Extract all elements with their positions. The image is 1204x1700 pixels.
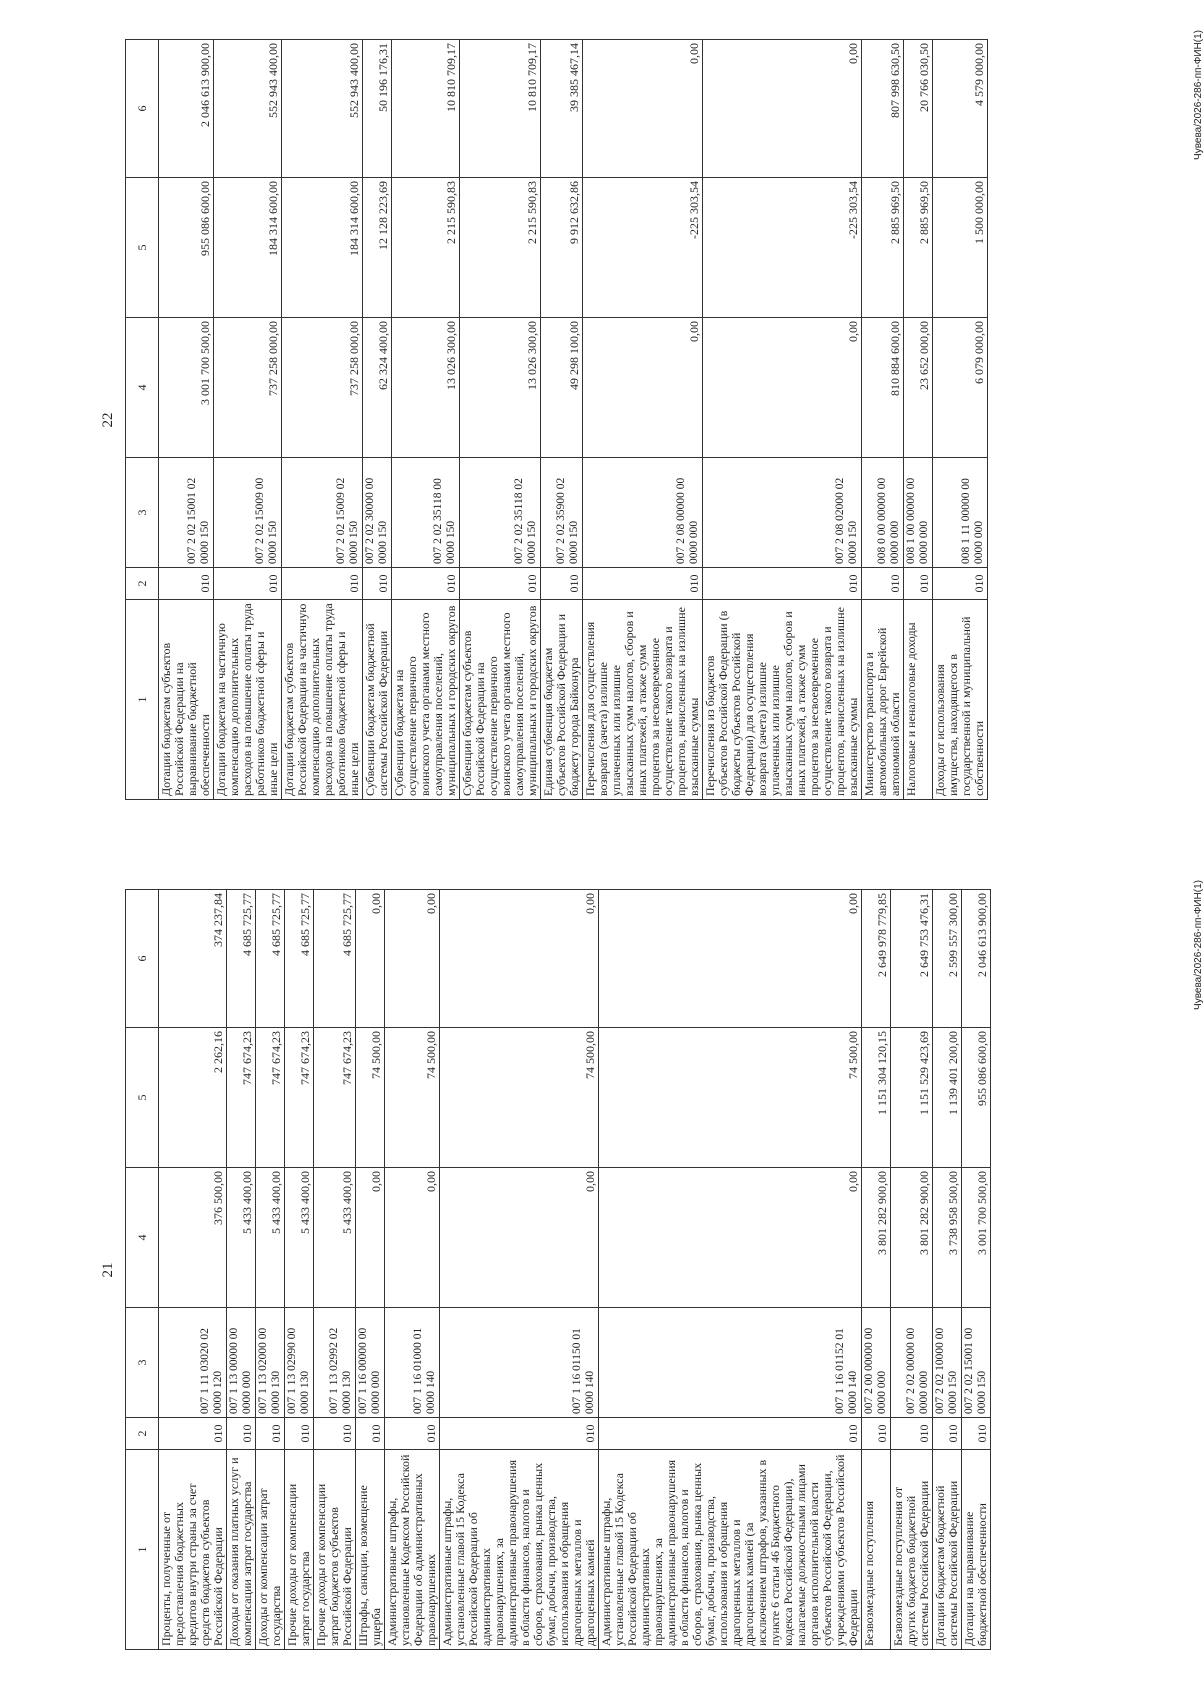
- row-code2-cell: 010: [214, 568, 282, 600]
- remaining-amount-cell: 4 579 000,00: [933, 40, 988, 178]
- executed-amount-cell: 184 314 600,00: [214, 178, 282, 318]
- remaining-amount-cell: 0,00: [356, 890, 385, 1028]
- table-row: [385, 890, 440, 1650]
- row-code2-cell: 010: [891, 1418, 933, 1450]
- approved-amount-cell: 13 026 300,00: [392, 318, 460, 458]
- approved-amount-cell: 62 324 400,00: [363, 318, 392, 458]
- budget-code-cell: 007 1 13 02992 02 0000 130: [314, 1308, 356, 1418]
- remaining-amount-cell: 20 766 030,50: [904, 40, 933, 178]
- row-name-cell: Субвенции бюджетам субъектов Российской Федерации на осуществление первичного воинского учета органами местного самоуправления поселений, муниципальных и городских округов: [460, 600, 541, 800]
- column-header: 2: [126, 568, 159, 600]
- row-code2-cell: 010: [314, 1418, 356, 1450]
- remaining-amount-cell: 4 685 725,77: [227, 890, 256, 1028]
- row-name-cell: Проценты, полученные от предоставления бюджетных кредитов внутри страны за счет средств бюджетов субъектов Российской Федерации: [159, 1450, 227, 1650]
- budget-code-cell: 008 1 11 00000 00 0000 000: [933, 458, 988, 568]
- executed-amount-cell: 747 674,23: [314, 1028, 356, 1168]
- approved-amount-cell: 5 433 400,00: [227, 1168, 256, 1308]
- approved-amount-cell: 3 001 700 500,00: [962, 1168, 991, 1308]
- column-header: 6: [126, 890, 159, 1028]
- executed-amount-cell: 1 151 529 423,69: [891, 1028, 933, 1168]
- column-header: 3: [126, 1308, 159, 1418]
- row-code2-cell: 010: [159, 1418, 227, 1450]
- remaining-amount-cell: 0,00: [703, 40, 862, 178]
- row-name-cell: Безвозмездные поступления: [862, 1450, 891, 1650]
- table-row: [363, 40, 392, 800]
- budget-code-cell: 007 2 02 10000 00 0000 150: [933, 1308, 962, 1418]
- remaining-amount-cell: 552 943 400,00: [214, 40, 282, 178]
- remaining-amount-cell: 2 599 557 300,00: [933, 890, 962, 1028]
- row-code2-cell: 010: [159, 568, 214, 600]
- budget-code-cell: 007 1 16 01152 01 0000 140: [599, 1308, 862, 1418]
- revenue-table: [125, 889, 991, 1650]
- row-code2-cell: 010: [282, 568, 363, 600]
- table-row: [933, 40, 988, 800]
- table-row: [356, 890, 385, 1650]
- row-code2-cell: 010: [599, 1418, 862, 1450]
- budget-code-cell: 007 2 02 35118 02 0000 150: [460, 458, 541, 568]
- budget-code-cell: 007 2 02 15009 00 0000 150: [214, 458, 282, 568]
- executed-amount-cell: 2 262,16: [159, 1028, 227, 1168]
- row-name-cell: Доходы от использования имущества, находящегося в государственной и муниципальной собственности: [933, 600, 988, 800]
- approved-amount-cell: 0,00: [356, 1168, 385, 1308]
- approved-amount-cell: 3 738 958 500,00: [933, 1168, 962, 1308]
- approved-amount-cell: 49 298 100,00: [541, 318, 583, 458]
- remaining-amount-cell: 2 649 978 779,85: [862, 890, 891, 1028]
- row-code2-cell: 010: [460, 568, 541, 600]
- page-number: 21: [100, 1262, 116, 1278]
- executed-amount-cell: 955 086 600,00: [962, 1028, 991, 1168]
- executed-amount-cell: -225 303,54: [703, 178, 862, 318]
- row-name-cell: Административные штрафы, установленные главой 15 Кодекса Российской Федерации об административных правонарушениях, за административные правонарушения в области финансов, налогов и сборов, страхования, рынка ценных бумаг, добычи, производства, использования и обращения драгоценных металлов и драгоценных камней: [440, 1450, 599, 1650]
- budget-code-cell: 007 2 02 15001 00 0000 150: [962, 1308, 991, 1418]
- executed-amount-cell: 2 215 590,83: [460, 178, 541, 318]
- row-code2-cell: 010: [392, 568, 460, 600]
- remaining-amount-cell: 39 385 467,14: [541, 40, 583, 178]
- remaining-amount-cell: 0,00: [583, 40, 703, 178]
- row-code2-cell: 010: [285, 1418, 314, 1450]
- row-code2-cell: 010: [385, 1418, 440, 1450]
- row-name-cell: Субвенции бюджетам на осуществление первичного воинского учета органами местного самоуправления поселений, муниципальных и городских округов: [392, 600, 460, 800]
- executed-amount-cell: 12 128 223,69: [363, 178, 392, 318]
- table-row: [227, 890, 256, 1650]
- approved-amount-cell: 0,00: [703, 318, 862, 458]
- remaining-amount-cell: 552 943 400,00: [282, 40, 363, 178]
- approved-amount-cell: 376 500,00: [159, 1168, 227, 1308]
- approved-amount-cell: 13 026 300,00: [460, 318, 541, 458]
- budget-code-cell: 008 0 00 00000 00 0000 000: [862, 458, 904, 568]
- remaining-amount-cell: 0,00: [440, 890, 599, 1028]
- table-row: [256, 890, 285, 1650]
- executed-amount-cell: 1 151 304 120,15: [862, 1028, 891, 1168]
- approved-amount-cell: 5 433 400,00: [256, 1168, 285, 1308]
- row-name-cell: Перечисления из бюджетов субъектов Российской Федерации (в бюджеты субъектов Российской Федерации) для осуществления возврата (зачета) излишне уплаченных или излишне взысканных сумм налогов, сборов и иных платежей, а также сумм процентов за несвоевременное осуществление такого возврата и процентов, начисленных на излишне взысканные суммы: [703, 600, 862, 800]
- row-name-cell: Штрафы, санкции, возмещение ущерба: [356, 1450, 385, 1650]
- column-header: 6: [126, 40, 159, 178]
- executed-amount-cell: 2 885 969,50: [862, 178, 904, 318]
- approved-amount-cell: 23 652 000,00: [904, 318, 933, 458]
- column-header: 2: [126, 1418, 159, 1450]
- page-number: 22: [100, 412, 116, 428]
- table-row: [314, 890, 356, 1650]
- approved-amount-cell: 3 801 282 900,00: [862, 1168, 891, 1308]
- budget-code-cell: 007 1 13 00000 00 0000 000: [227, 1308, 256, 1418]
- row-name-cell: Дотации бюджетам субъектов Российской Федерации на частичную компенсацию дополнительных расходов на повышение оплаты труда работников бюджетной сферы и иные цели: [282, 600, 363, 800]
- approved-amount-cell: 737 258 000,00: [214, 318, 282, 458]
- budget-code-cell: 007 1 16 01000 01 0000 140: [385, 1308, 440, 1418]
- row-name-cell: Административные штрафы, установленные Кодексом Российской Федерации об административных правонарушениях: [385, 1450, 440, 1650]
- row-name-cell: Налоговые и неналоговые доходы: [904, 600, 933, 800]
- executed-amount-cell: 9 912 632,86: [541, 178, 583, 318]
- column-header: 3: [126, 458, 159, 568]
- row-code2-cell: 010: [862, 568, 904, 600]
- table-row: [541, 40, 583, 800]
- column-header: 1: [126, 600, 159, 800]
- row-name-cell: Административные штрафы, установленные главой 15 Кодекса Российской Федерации об административных правонарушениях, за административные правонарушения в области финансов, налогов и сборов, страхования, рынка ценных бумаг, добычи, производства, использования и обращения драгоценных металлов и драгоценных камней (за исключением штрафов, указанных в пункте 6 статьи 46 Бюджетного кодекса Российской Федерации), налагаемые должностными лицами органов исполнительной власти субъектов Российской Федерации, учреждениями субъектов Российской Федерации: [599, 1450, 862, 1650]
- remaining-amount-cell: 2 046 613 900,00: [159, 40, 214, 178]
- table-row: [962, 890, 991, 1650]
- row-code2-cell: 010: [962, 1418, 991, 1450]
- executed-amount-cell: 955 086 600,00: [159, 178, 214, 318]
- remaining-amount-cell: 2 649 753 476,31: [891, 890, 933, 1028]
- table-row: [583, 40, 703, 800]
- approved-amount-cell: 0,00: [385, 1168, 440, 1308]
- row-name-cell: Доходы от компенсации затрат государства: [256, 1450, 285, 1650]
- budget-code-cell: 007 2 02 15001 02 0000 150: [159, 458, 214, 568]
- document-footer: Чувева/2026-286-пп-ФИН(1): [1193, 880, 1204, 1010]
- row-code2-cell: 010: [227, 1418, 256, 1450]
- row-code2-cell: 010: [440, 1418, 599, 1450]
- remaining-amount-cell: 50 196 176,31: [363, 40, 392, 178]
- table-row: [933, 890, 962, 1650]
- row-code2-cell: 010: [933, 1418, 962, 1450]
- budget-code-cell: 007 2 02 00000 00 0000 000: [891, 1308, 933, 1418]
- approved-amount-cell: 810 884 600,00: [862, 318, 904, 458]
- remaining-amount-cell: 10 810 709,17: [460, 40, 541, 178]
- approved-amount-cell: 0,00: [440, 1168, 599, 1308]
- executed-amount-cell: 74 500,00: [385, 1028, 440, 1168]
- budget-code-cell: 007 2 08 00000 00 0000 000: [583, 458, 703, 568]
- executed-amount-cell: 747 674,23: [227, 1028, 256, 1168]
- budget-code-cell: 007 1 16 00000 00 0000 000: [356, 1308, 385, 1418]
- row-code2-cell: 010: [933, 568, 988, 600]
- remaining-amount-cell: 4 685 725,77: [285, 890, 314, 1028]
- executed-amount-cell: 74 500,00: [440, 1028, 599, 1168]
- executed-amount-cell: 184 314 600,00: [282, 178, 363, 318]
- row-name-cell: Прочие доходы от компенсации затрат бюджетов субъектов Российской Федерации: [314, 1450, 356, 1650]
- row-name-cell: Безвозмездные поступления от других бюджетов бюджетной системы Российской Федерации: [891, 1450, 933, 1650]
- budget-code-cell: 008 1 00 00000 00 0000 000: [904, 458, 933, 568]
- executed-amount-cell: 74 500,00: [599, 1028, 862, 1168]
- executed-amount-cell: 2 215 590,83: [392, 178, 460, 318]
- row-name-cell: Дотации на выравнивание бюджетной обеспеченности: [962, 1450, 991, 1650]
- executed-amount-cell: 1 500 000,00: [933, 178, 988, 318]
- column-header: 4: [126, 1168, 159, 1308]
- approved-amount-cell: 3 801 282 900,00: [891, 1168, 933, 1308]
- table-row: [862, 890, 891, 1650]
- row-code2-cell: 010: [862, 1418, 891, 1450]
- executed-amount-cell: 1 139 401 200,00: [933, 1028, 962, 1168]
- executed-amount-cell: 74 500,00: [356, 1028, 385, 1168]
- budget-code-cell: 007 2 00 00000 00 0000 000: [862, 1308, 891, 1418]
- budget-code-cell: 007 2 02 35118 00 0000 150: [392, 458, 460, 568]
- page-21: [0, 850, 1204, 1700]
- approved-amount-cell: 5 433 400,00: [285, 1168, 314, 1308]
- table-row: [460, 40, 541, 800]
- remaining-amount-cell: 4 685 725,77: [256, 890, 285, 1028]
- approved-amount-cell: 0,00: [599, 1168, 862, 1308]
- table-row: [285, 890, 314, 1650]
- remaining-amount-cell: 374 237,84: [159, 890, 227, 1028]
- budget-code-cell: 007 2 02 35900 02 0000 150: [541, 458, 583, 568]
- row-name-cell: Дотации бюджетам субъектов Российской Федерации на выравнивание бюджетной обеспеченности: [159, 600, 214, 800]
- budget-code-cell: 007 1 13 02990 00 0000 130: [285, 1308, 314, 1418]
- table-row: [862, 40, 904, 800]
- remaining-amount-cell: 0,00: [599, 890, 862, 1028]
- table-row: [599, 890, 862, 1650]
- approved-amount-cell: 3 001 700 500,00: [159, 318, 214, 458]
- row-code2-cell: 010: [541, 568, 583, 600]
- table-row: [703, 40, 862, 800]
- row-name-cell: Субвенции бюджетам бюджетной системы Российской Федерации: [363, 600, 392, 800]
- budget-code-cell: 007 1 16 01150 01 0000 140: [440, 1308, 599, 1418]
- table-row: [159, 890, 227, 1650]
- approved-amount-cell: 6 079 000,00: [933, 318, 988, 458]
- row-code2-cell: 010: [256, 1418, 285, 1450]
- table-row: [904, 40, 933, 800]
- revenue-table: [125, 39, 988, 800]
- row-name-cell: Дотации бюджетам на частичную компенсацию дополнительных расходов на повышение оплаты труда работников бюджетной сферы и иные цели: [214, 600, 282, 800]
- row-code2-cell: 010: [356, 1418, 385, 1450]
- remaining-amount-cell: 10 810 709,17: [392, 40, 460, 178]
- column-header: 5: [126, 1028, 159, 1168]
- row-code2-cell: 010: [583, 568, 703, 600]
- table-row: [440, 890, 599, 1650]
- row-name-cell: Доходы от оказания платных услуг и компенсации затрат государства: [227, 1450, 256, 1650]
- column-header: 4: [126, 318, 159, 458]
- approved-amount-cell: 5 433 400,00: [314, 1168, 356, 1308]
- table-row: [214, 40, 282, 800]
- row-name-cell: Прочие доходы от компенсации затрат государства: [285, 1450, 314, 1650]
- approved-amount-cell: 737 258 000,00: [282, 318, 363, 458]
- budget-code-cell: 007 2 08 02000 02 0000 150: [703, 458, 862, 568]
- executed-amount-cell: 2 885 969,50: [904, 178, 933, 318]
- table-row: [891, 890, 933, 1650]
- row-name-cell: Перечисления для осуществления возврата (зачета) излишне уплаченных или излишне взысканных сумм налогов, сборов и иных платежей, а также сумм процентов за несвоевременное осуществление такого возврата и процентов, начисленных на излишне взысканные суммы: [583, 600, 703, 800]
- row-code2-cell: 010: [363, 568, 392, 600]
- budget-code-cell: 007 1 11 03020 02 0000 120: [159, 1308, 227, 1418]
- table-row: [159, 40, 214, 800]
- remaining-amount-cell: 2 046 613 900,00: [962, 890, 991, 1028]
- executed-amount-cell: 747 674,23: [285, 1028, 314, 1168]
- row-name-cell: Единая субвенция бюджетам субъектов Российской Федерации и бюджету города Байконура: [541, 600, 583, 800]
- remaining-amount-cell: 0,00: [385, 890, 440, 1028]
- row-code2-cell: 010: [904, 568, 933, 600]
- row-name-cell: Министерство транспорта и автомобильных дорог Еврейской автономной области: [862, 600, 904, 800]
- row-code2-cell: 010: [703, 568, 862, 600]
- executed-amount-cell: 747 674,23: [256, 1028, 285, 1168]
- remaining-amount-cell: 807 998 630,50: [862, 40, 904, 178]
- row-name-cell: Дотации бюджетам бюджетной системы Российской Федерации: [933, 1450, 962, 1650]
- approved-amount-cell: 0,00: [583, 318, 703, 458]
- column-header: 5: [126, 178, 159, 318]
- remaining-amount-cell: 4 685 725,77: [314, 890, 356, 1028]
- document-footer: Чувева/2026-286-пп-ФИН(1): [1193, 30, 1204, 160]
- budget-code-cell: 007 2 02 15009 02 0000 150: [282, 458, 363, 568]
- table-row: [392, 40, 460, 800]
- table-row: [282, 40, 363, 800]
- budget-code-cell: 007 2 02 30000 00 0000 150: [363, 458, 392, 568]
- column-header: 1: [126, 1450, 159, 1650]
- budget-code-cell: 007 1 13 02000 00 0000 130: [256, 1308, 285, 1418]
- executed-amount-cell: -225 303,54: [583, 178, 703, 318]
